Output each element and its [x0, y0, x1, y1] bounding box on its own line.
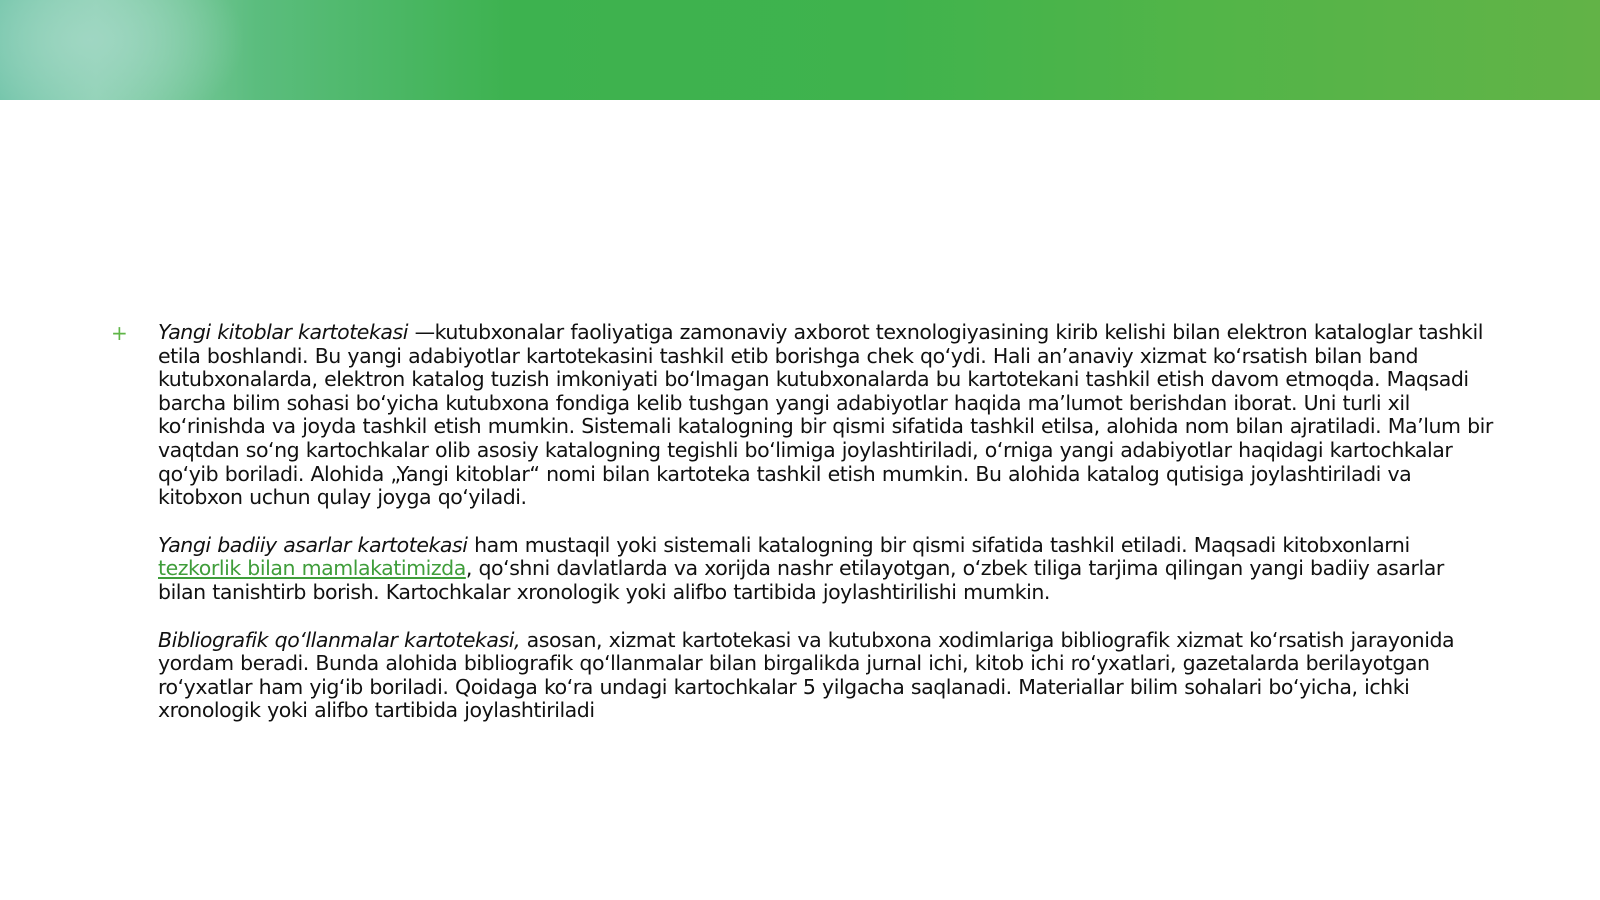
slide-body-text: [158, 321, 1498, 747]
paragraph-text: ham mustaqil yoki sistemali katalogning bir qismi sifatida tashkil etiladi. Maqsadi kitobxonlarni: [467, 532, 1410, 557]
term-yangi-kitoblar: Yangi kitoblar kartotekasi: [158, 320, 408, 344]
term-bibliografik: Bibliografik qo‘llanmalar kartotekasi,: [158, 627, 521, 652]
paragraph-text: —kutubxonalar faoliyatiga zamonaviy axborot texnologiyasining kirib kelishi bilan elektron kataloglar tashkil etila boshlandi. Bu yangi adabiyotlar kartotekasini tashkil etib borishga chek qo‘ydi. Hali an’anaviy xizmat ko‘rsatish bilan band kutubxonalarda, elektron katalog tuzish imkoniyati bo‘lmagan kutubxonalarda bu kartotekani tashkil etish davom etmoqda. Maqsadi barcha bilim sohasi bo‘yicha kutubxona fondiga kelib tushgan yangi adabiyotlar haqida ma’lumot berishdan iborat. Uni turli xil ko‘rinishda va joyda tashkil etish mumkin. Sistemali katalogning bir qismi sifatida tashkil etilsa, alohida nom bilan ajratiladi. Ma’lum bir vaqtdan so‘ng kartochkalar olib asosiy katalogning tegishli bo‘limiga joylashtiriladi, o‘rniga yangi adabiyotlar haqidagi kartochkalar qo‘yib boriladi. Alohida „Yangi kitoblar“ nomi bilan kartoteka tashkil etish mumkin. Bu alohida katalog qutisiga joylashtiriladi va kitobxon uchun qulay joyga qo‘yiladi.: [158, 320, 1493, 510]
plus-bullet-icon: +: [111, 321, 128, 345]
paragraph-text: asosan, xizmat kartotekasi va kutubxona xodimlariga bibliografik xizmat ko‘rsatish jarayonida yordam beradi. Bunda alohida bibliografik qo‘llanmalar bilan birgalikda jurnal ichi, kitob ichi ro‘yxatlari, gazetalarda berilayotgan ro‘yxatlar ham yig‘ib boriladi. Qoidaga ko‘ra undagi kartochkalar 5 yilgacha saqlanadi. Materiallar bilim sohalari bo‘yicha, ichki xronologik yoki alifbo tartibida joylashtiriladi: [158, 627, 1455, 723]
header-gradient-band: [0, 0, 1600, 100]
paragraph-text: , qo‘shni davlatlarda va xorijda nashr etilayotgan, o‘zbek tiliga tarjima qilingan yangi badiiy asarlar bilan tanishtirb borish. Kartochkalar xronologik yoki alifbo tartibida joylashtirilishi mumkin.: [158, 556, 1444, 604]
paragraph-yangi-kitoblar: [158, 321, 1498, 510]
hyperlink-tezkorlik[interactable]: tezkorlik bilan mamlakatimizda: [158, 556, 466, 581]
paragraph-yangi-badiiy-asarlar: [158, 534, 1498, 605]
term-yangi-badiiy-asarlar: Yangi badiiy asarlar kartotekasi: [158, 532, 468, 557]
paragraph-bibliografik: [158, 629, 1498, 723]
